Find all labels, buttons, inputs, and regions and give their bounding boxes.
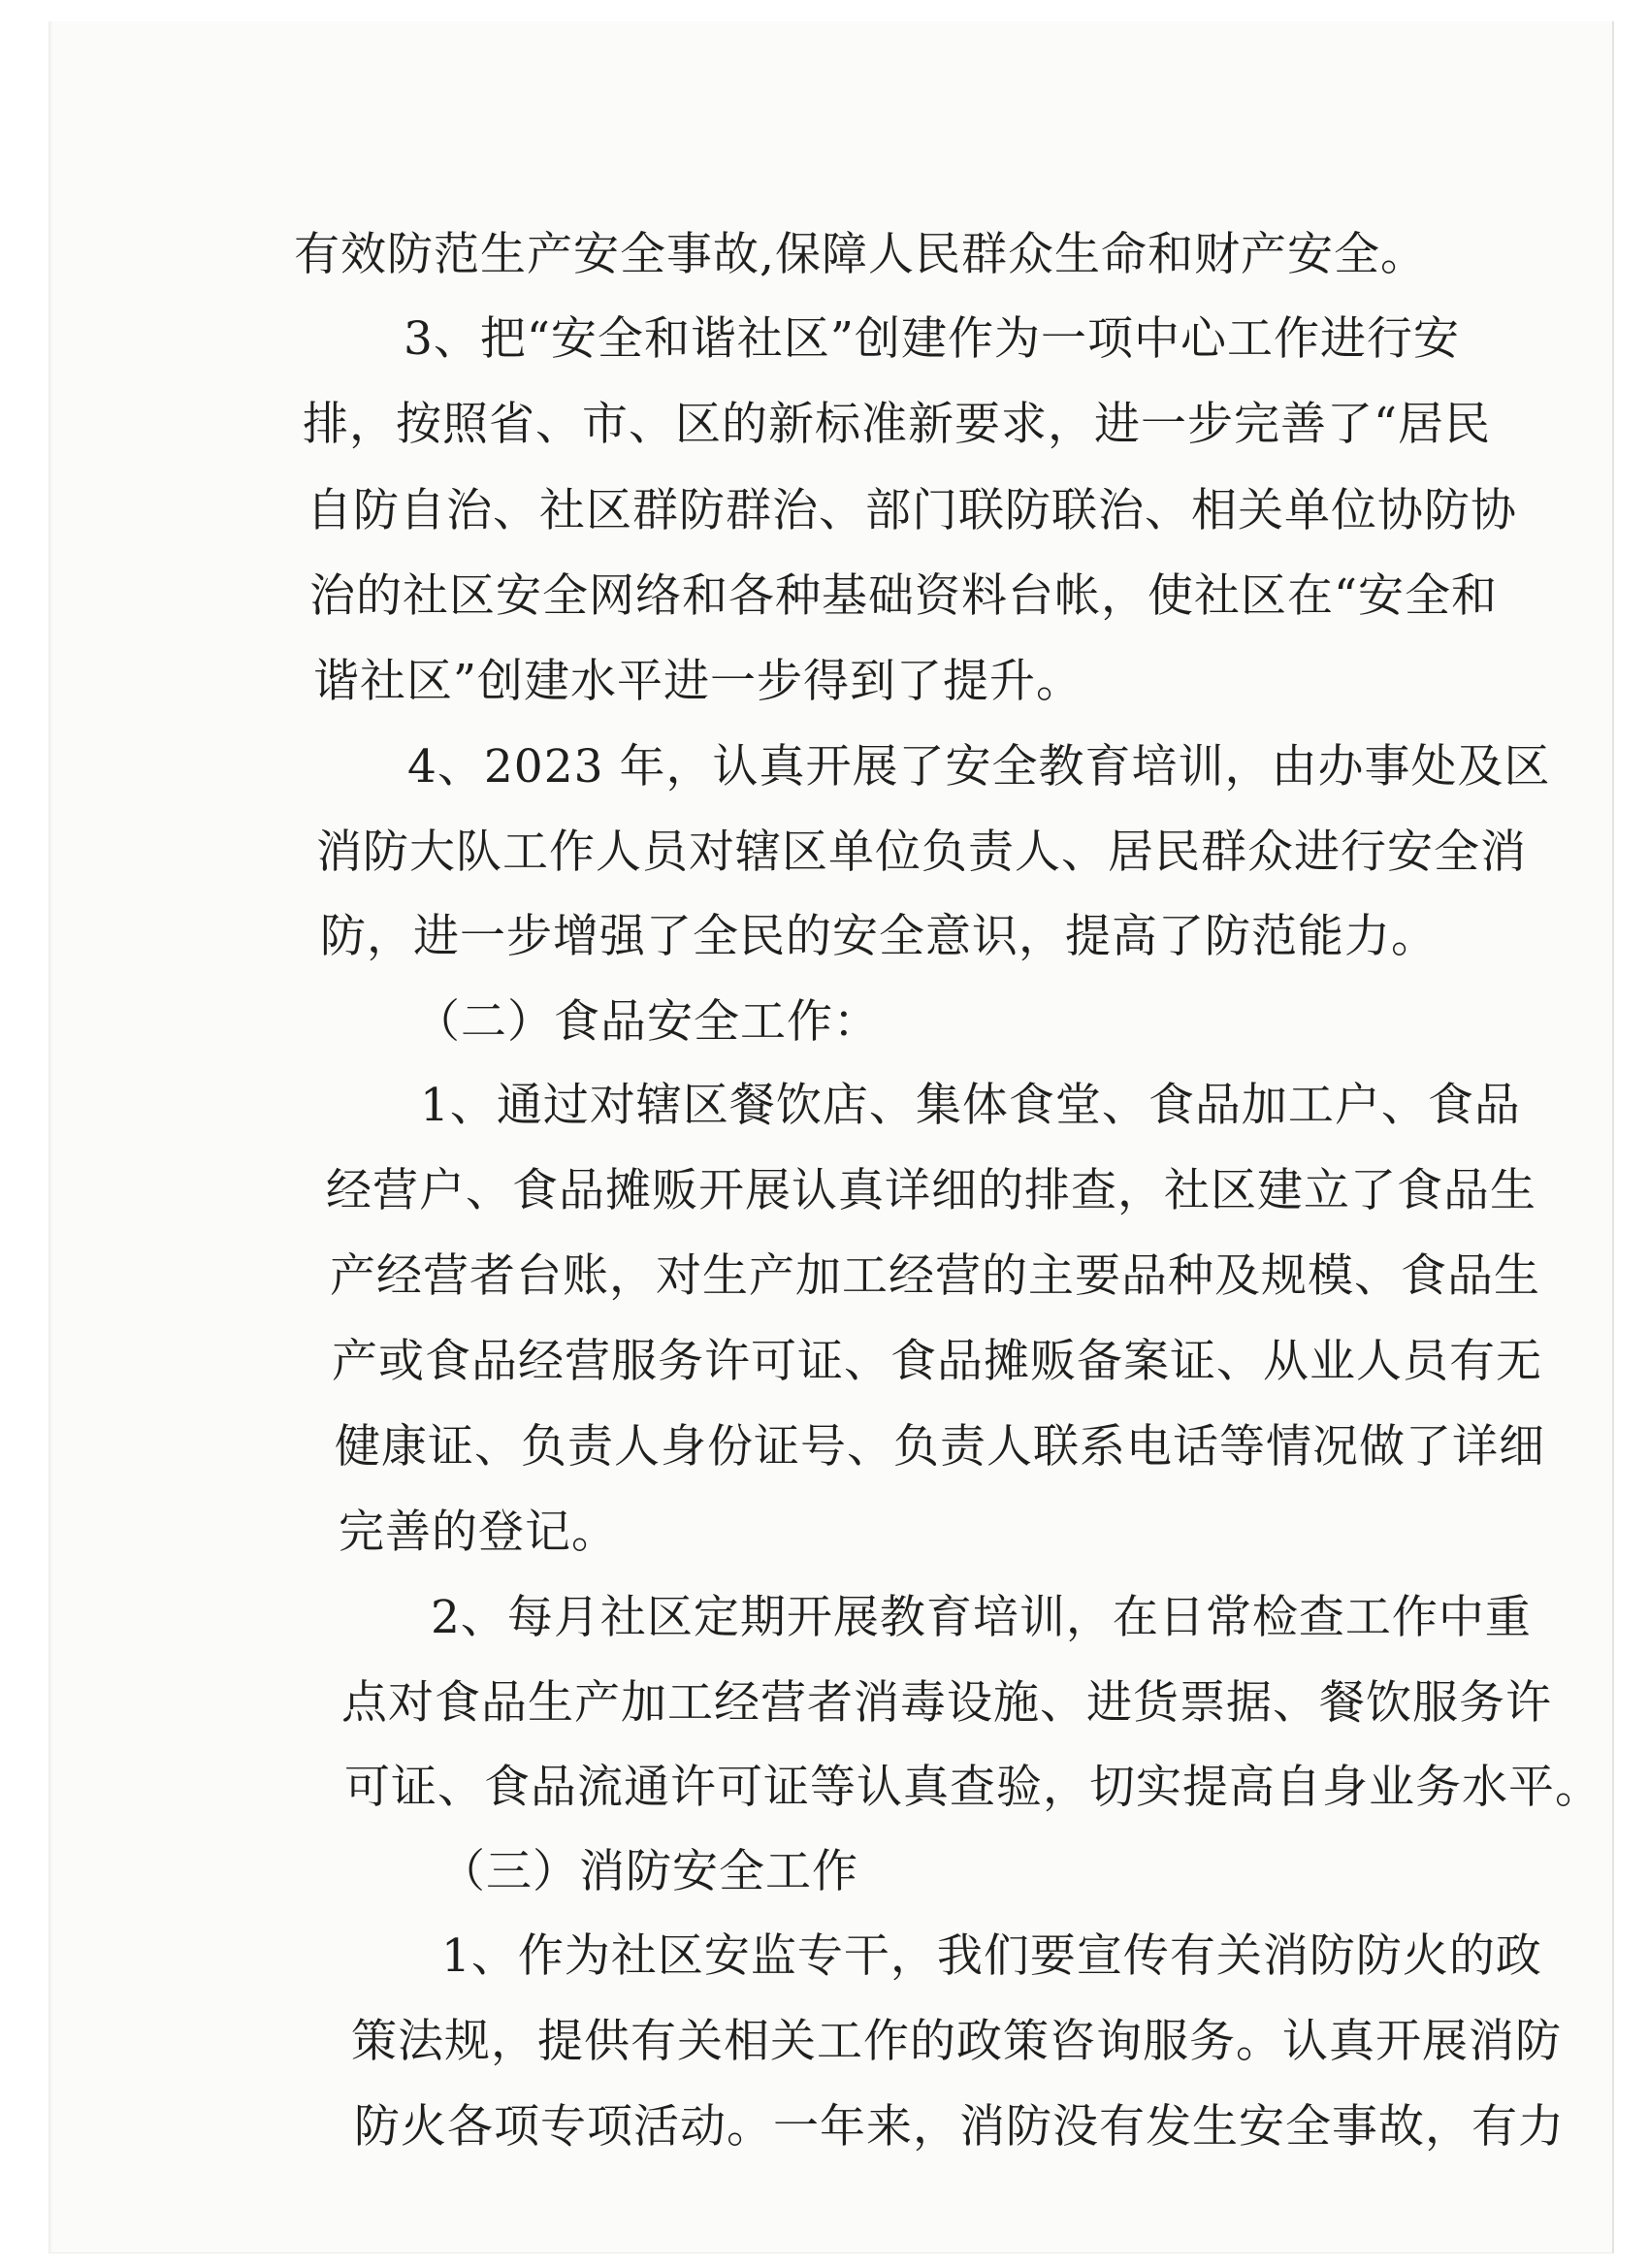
page-edge-shadow xyxy=(48,21,52,2252)
body-text-line: 消防大队工作人员对辖区单位负责人、居民群众进行安全消 xyxy=(316,826,1527,879)
body-text-line: 经营户、食品摊贩开展认真详细的排查，社区建立了食品生 xyxy=(326,1164,1536,1217)
body-text-line: 防，进一步增强了全民的安全意识，提高了防范能力。 xyxy=(320,910,1438,963)
body-text-line: 谐社区”创建水平进一步得到了提升。 xyxy=(313,655,1083,708)
body-text-line: 排，按照省、市、区的新标准新要求，进一步完善了“居民 xyxy=(303,398,1492,451)
section-heading: （三）消防安全工作 xyxy=(439,1845,858,1898)
body-text-line: 产或食品经营服务许可证、食品摊贩备案证、从业人员有无 xyxy=(332,1335,1542,1388)
body-text-line: 治的社区安全网络和各种基础资料台帐，使社区在“安全和 xyxy=(309,569,1499,623)
body-text-line: 1、作为社区安监专干，我们要宣传有关消防防火的政 xyxy=(441,1929,1542,1983)
body-text-line: 2、每月社区定期开展教育培训，在日常检查工作中重 xyxy=(431,1591,1532,1644)
body-text-line: 健康证、负责人身份证号、负责人联系电话等情况做了详细 xyxy=(335,1420,1545,1474)
body-text-line: 防火各项专项活动。一年来，消防没有发生安全事故，有力 xyxy=(354,2100,1565,2154)
body-text-line: 点对食品生产加工经营者消毒设施、进货票据、餐饮服务许 xyxy=(341,1676,1552,1730)
body-text-line: 4、2023 年，认真开展了安全教育培训，由办事处及区 xyxy=(407,740,1551,794)
body-text-line: 策法规，提供有关相关工作的政策咨询服务。认真开展消防 xyxy=(351,2015,1562,2068)
section-heading: （二）食品安全工作： xyxy=(414,995,880,1049)
body-text-line: 1、通过对辖区餐饮店、集体食堂、食品加工户、食品 xyxy=(420,1079,1521,1132)
body-text-line: 可证、食品流通许可证等认真查验，切实提高自身业务水平。 xyxy=(344,1761,1601,1814)
body-text-line: 有效防范生产安全事故,保障人民群众生命和财产安全。 xyxy=(294,228,1427,281)
body-text-line: 产经营者台账，对生产加工经营的主要品种及规模、食品生 xyxy=(330,1249,1540,1303)
body-text-line: 3、把“安全和谐社区”创建作为一项中心工作进行安 xyxy=(404,312,1460,366)
body-text-line: 完善的登记。 xyxy=(339,1506,618,1559)
body-text-line: 自防自治、社区群防群治、部门联防联治、相关单位协防协 xyxy=(307,484,1517,537)
